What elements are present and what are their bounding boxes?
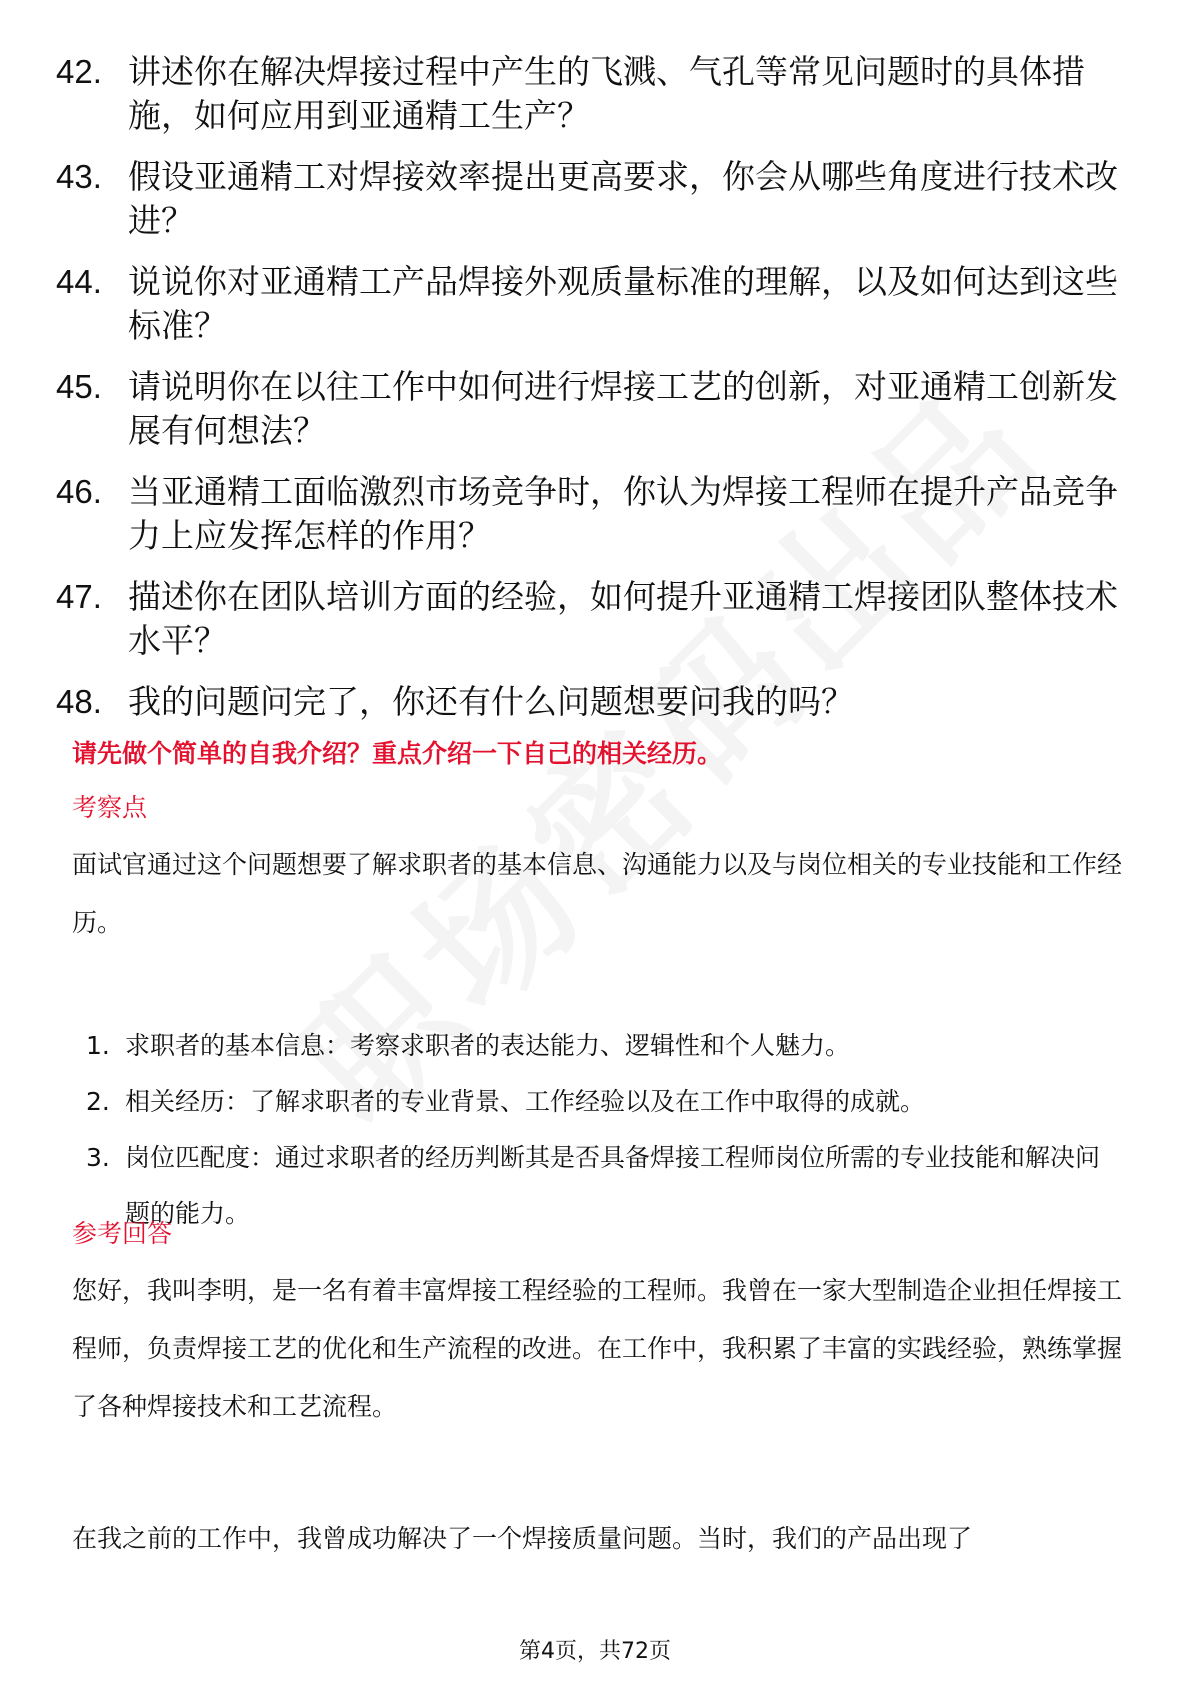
question-text: 请说明你在以往工作中如何进行焊接工艺的创新，对亚通精工创新发展有何想法？ xyxy=(128,367,1118,450)
page-footer: 第4页，共72页 xyxy=(519,1639,671,1664)
point-text: 岗位匹配度：通过求职者的经历判断其是否具备焊接工程师岗位所需的专业技能和解决问题的能力。 xyxy=(125,1143,1101,1228)
inspect-paragraph: 面试官通过这个问题想要了解求职者的基本信息、沟通能力以及与岗位相关的专业技能和工作经历。 xyxy=(72,850,1123,937)
inspect-point xyxy=(72,1074,1122,1130)
inspect-body xyxy=(72,836,1122,952)
question-item xyxy=(56,50,1136,138)
question-number: 42. xyxy=(56,53,102,90)
question-text: 假设亚通精工对焊接效率提出更高要求，你会从哪些角度进行技术改进？ xyxy=(128,157,1118,240)
intro-question-title: 请先做个简单的自我介绍？重点介绍一下自己的相关经历。 xyxy=(72,739,723,768)
question-number: 44. xyxy=(56,263,102,300)
inspect-point xyxy=(72,1018,1122,1074)
question-list xyxy=(56,50,1136,741)
answer-paragraph-2: 在我之前的工作中，我曾成功解决了一个焊接质量问题。当时，我们的产品出现了 xyxy=(72,1524,973,1553)
question-number: 45. xyxy=(56,368,102,405)
question-item xyxy=(56,260,1136,348)
question-text: 描述你在团队培训方面的经验，如何提升亚通精工焊接团队整体技术水平？ xyxy=(128,577,1118,660)
point-text: 相关经历：了解求职者的专业背景、工作经验以及在工作中取得的成就。 xyxy=(125,1087,926,1116)
question-item xyxy=(56,575,1136,663)
inspect-points xyxy=(72,1018,1122,1242)
question-number: 43. xyxy=(56,158,102,195)
question-number: 47. xyxy=(56,578,102,615)
point-number: 3. xyxy=(86,1143,110,1172)
question-text: 当亚通精工面临激烈市场竞争时，你认为焊接工程师在提升产品竞争力上应发挥怎样的作用？ xyxy=(128,472,1118,555)
answer-paragraph-1: 您好，我叫李明，是一名有着丰富焊接工程经验的工程师。我曾在一家大型制造企业担任焊接工程师，负责焊接工艺的优化和生产流程的改进。在工作中，我积累了丰富的实践经验，熟练掌握了各种焊接技术和工艺流程。 xyxy=(72,1276,1123,1421)
point-number: 1. xyxy=(86,1031,110,1060)
question-text: 讲述你在解决焊接过程中产生的飞溅、气孔等常见问题时的具体措施，如何应用到亚通精工生产？ xyxy=(128,52,1085,135)
question-item xyxy=(56,155,1136,243)
inspect-heading: 考察点 xyxy=(72,793,148,822)
answer-body-2 xyxy=(72,1510,1122,1568)
point-text: 求职者的基本信息：考察求职者的表达能力、逻辑性和个人魅力。 xyxy=(125,1031,851,1060)
answer-heading: 参考回答 xyxy=(72,1219,173,1248)
point-number: 2. xyxy=(86,1087,110,1116)
question-item xyxy=(56,365,1136,453)
question-item xyxy=(56,470,1136,558)
question-number: 48. xyxy=(56,683,102,720)
question-text: 我的问题问完了，你还有什么问题想要问我的吗？ xyxy=(128,682,854,721)
answer-body xyxy=(72,1262,1122,1436)
inspect-point xyxy=(72,1130,1122,1242)
question-number: 46. xyxy=(56,473,102,510)
question-text: 说说你对亚通精工产品焊接外观质量标准的理解，以及如何达到这些标准？ xyxy=(128,262,1118,345)
question-item xyxy=(56,680,1136,724)
